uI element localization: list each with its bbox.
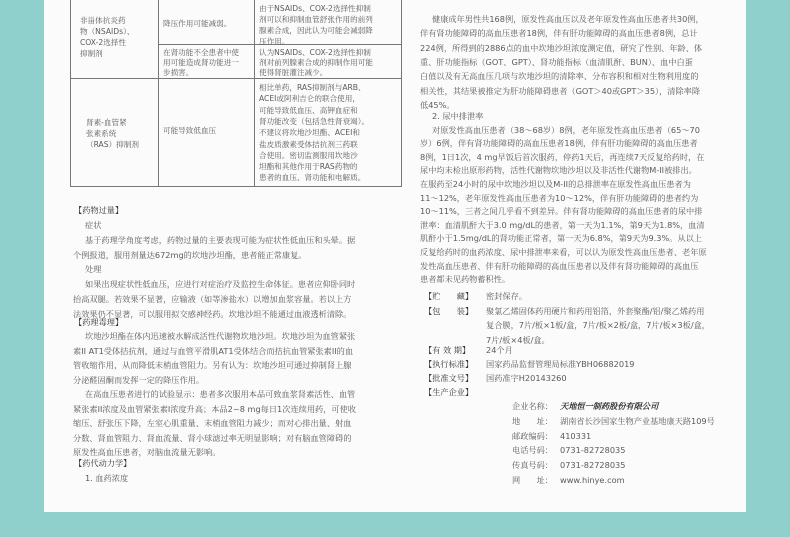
overdose-line: 处理: [85, 264, 102, 275]
pharmacology-line: 坎地沙坦酯在体内迅速被水解成活性代谢物坎地沙坦。坎地沙坦为血管紧张: [85, 331, 356, 341]
label-expiry: 【有 效 期】: [424, 345, 471, 355]
section-heading-pharmacology: 【药理毒理】: [74, 317, 124, 327]
body-line: 8例，1日1次，4 mg早饭后首次服药，停药1天后，再连续7天反复给药时，在: [420, 151, 705, 162]
body-line: 相关性，其结果被推定为肝功能障碍患者（GOT＞40或GPT＞35），清除率降: [420, 85, 701, 96]
label-approval: 【批准文号】: [424, 373, 474, 383]
table-cell-mechanism: 肾功能改变（包括急性肾衰竭）。: [259, 116, 370, 126]
overdose-line: 如果出现症状性低血压，应进行对症治疗及监控生命体征。患者应仰卧同时: [85, 279, 356, 290]
pharmacology-line: 管收缩作用，从而降低末梢血管阻力。另有认为：坎地沙坦可通过抑制肾上腺: [73, 360, 352, 370]
table-cell-mechanism: 坦酯和其他作用于RAS药物的: [259, 162, 358, 172]
table-cell-mechanism: ACEI或阿利吉仑的联合使用，: [259, 94, 360, 104]
value-web: www.hinye.com: [560, 475, 625, 485]
value-expiry: 24个月: [486, 345, 513, 355]
table-cell-mechanism: 剂对前列腺素合成的抑制作用可能: [259, 58, 373, 67]
body-line: 伴有肾功能障碍的高血压患者18例，伴有肝功能障碍的高血压患者8例，总计: [420, 28, 698, 39]
table-cell-mechanism: 压作用。: [259, 37, 290, 46]
value-packaging: 7片/板×4板/盒。: [486, 334, 550, 345]
table-cell-drug: COX-2选择性: [80, 38, 126, 47]
table-cell-mechanism: 剂可以和抑制血管舒张作用的前列: [259, 15, 373, 24]
table-cell-drug: 张素系统: [86, 129, 117, 138]
table-cell-drug: 非甾体抗炎药: [80, 16, 126, 25]
body-line: 尿中均未检出原形药物，活性代谢物坎地沙坦以及非活性代谢物M-II被排出。: [420, 165, 697, 176]
table-cell-mechanism: 相比单药，RAS抑制剂与ARB、: [259, 83, 366, 92]
table-cell-mechanism: 腺素合成，因此认为可能会减弱降: [259, 26, 373, 35]
value-addr: 湖南省长沙国家生物产业基地康天路109号: [560, 415, 715, 426]
body-line: 白值以及有无高血压几项与坎地沙坦的清除率、分布容积和相对生物利用度的: [420, 71, 699, 82]
table-cell-effect: 用可能造成肾功能进一: [163, 58, 239, 67]
pharmacology-line: 紧张素II浓度及血管紧张素I浓度升高；本品2~8 mg每日1次连续用药，可使收: [73, 403, 356, 414]
table-cell-mechanism: 合使用。密切监测服用坎地沙: [259, 150, 358, 160]
value-approval: 国药准字H20143260: [486, 373, 567, 383]
overdose-line: 基于药理学角度考虑，药物过量的主要表现可能为症状性低血压和头晕。据: [85, 234, 356, 245]
table-cell-mechanism: 可能导致低血压、高钾血症和: [259, 105, 358, 115]
body-line: 11～12%，老年原发性高血压患者为10～12%，伴有肝功能障碍的患者约为: [420, 192, 699, 203]
table-cell-mechanism: 患者的血压、肾功能和电解质。: [259, 173, 366, 183]
label-tel: 电话号码：: [512, 445, 553, 456]
value-zip: 410331: [560, 430, 592, 441]
body-line: 健康成年男性共168例，原发性高血压以及老年原发性高血压患者共30例，: [432, 14, 704, 24]
label-fax: 传真号码：: [512, 460, 553, 471]
table-cell-effect: 在肾功能不全患者中使: [163, 48, 239, 57]
body-line: 在服药至24小时的尿中坎地沙坦以及M-II的总排泄率在原发性高血压患者为: [420, 179, 691, 189]
page-background-bottom: [0, 512, 790, 537]
body-line: 发性高血压患者、伴有肝功能障碍的高血压患者以及伴有肾功能障碍的高血压: [420, 260, 699, 271]
label-zip: 邮政编码：: [512, 430, 553, 441]
table-cell-mechanism: 不建议将坎地沙坦酯、ACEI和: [259, 128, 360, 138]
pharmacology-line: 分数、肾血管阻力、肾血流量、肾小球滤过率无明显影响；对有脑血管障碍的: [73, 432, 352, 443]
body-line: 重、肝功能指标（GOT、GPT）、肾功能指标（血清肌酐、BUN）、血中白蛋: [420, 56, 693, 67]
pharmacology-line: 素II AT1受体拮抗剂，通过与血管平滑肌AT1受体结合而拮抗血管紧张素II的血: [73, 345, 354, 356]
section-heading-pharmacokinetics: 【药代动力学】: [74, 458, 132, 468]
table-cell-effect: 步损害。: [163, 68, 194, 77]
overdose-line: 抬高双腿。若效果不显著，应输液（如等渗盐水）以增加血浆容量。若以上方: [73, 294, 352, 304]
table-cell-mechanism: 认为NSAIDs、COX-2选择性抑制: [259, 48, 371, 57]
table-cell-mechanism: 由于NSAIDs、COX-2选择性抑制: [259, 4, 371, 13]
label-packaging: 【包 装】: [424, 306, 474, 316]
label-manufacturer: 【生产企业】: [424, 387, 474, 397]
pharmacology-line: 分泌醛固酮而发挥一定的降压作用。: [73, 374, 205, 385]
table-cell-mechanism: 盐皮质激素受体拮抗剂三药联: [259, 139, 358, 149]
overdose-line: 症状: [85, 220, 102, 230]
value-tel: 0731-82728035: [560, 445, 626, 456]
pharmacology-line: 在高血压患者进行的试验显示：患者多次服用本品可致血浆肾素活性、血管: [85, 389, 356, 399]
body-line: 泄率：血清肌酐大于3.0 mg/dL的患者，第一天为1.1%，第9天为1.8%，血清: [420, 219, 705, 230]
body-line: 224例，所得到的2886点的血中坎地沙坦浓度测定值，研究了性别、年龄、体: [420, 42, 703, 53]
table-cell-effect: 可能导致低血压: [163, 126, 217, 135]
body-line: 患者都未见药物蓄积性。: [420, 274, 511, 285]
label-addr: 地 址：: [512, 415, 553, 426]
value-packaging: 复合膜，7片/板×1板/盒，7片/板×2板/盒，7片/板×3板/盒，: [486, 320, 710, 331]
value-packaging: 聚氯乙烯固体药用硬片和药用铝箔，外套聚酯/铝/聚乙烯药用: [486, 306, 705, 316]
label-standard: 【执行标准】: [424, 359, 474, 369]
overdose-line: 个例报道，服用剂量达672mg的坎地沙坦酯，患者能正常康复。: [73, 249, 307, 260]
body-line: 肌酐小于1.5mg/dL的肾功能正常者，第一天为6.8%，第9天为9.3%。从以上: [420, 233, 703, 244]
value-company: 天地恒一制药股份有限公司: [560, 401, 659, 411]
value-storage: 密封保存。: [486, 291, 527, 301]
table-cell-drug: 肾素-血管紧: [86, 118, 127, 127]
body-line: 岁）6例，伴有肾功能障碍的高血压患者18例，伴有肝功能障碍的高血压患者: [420, 138, 698, 149]
section-heading-overdose: 【药物过量】: [74, 205, 124, 215]
pharmacology-line: 原发性高血压患者，对脑血流量无影响。: [73, 447, 221, 457]
body-line: 对原发性高血压患者（38～68岁）8例，老年原发性高血压患者（65～70: [432, 124, 700, 135]
table-cell-effect: 降压作用可能减弱。: [163, 19, 232, 28]
pharmacology-line: 缩压、舒张压下降，左室心肌重量、末梢血管阻力减少；而对心排出量、射血: [73, 418, 352, 428]
table-cell-drug: 物（NSAIDs）、: [80, 27, 135, 36]
label-company: 企业名称：: [512, 401, 553, 411]
table-cell-mechanism: 使得肾脏灌注减少。: [259, 68, 328, 77]
body-line: 10～11%，三者之间几乎看不到差异。伴有肾功能障碍的高血压患者的尿中排: [420, 206, 703, 217]
value-fax: 0731-82728035: [560, 460, 626, 471]
overdose-line: 法效果仍不显著，可以服用拟交感神经药。坎地沙坦不能通过血液透析清除。: [73, 308, 352, 319]
table-cell-drug: （RAS）抑制剂: [86, 140, 139, 149]
label-storage: 【贮 藏】: [424, 291, 474, 301]
table-cell-drug: 抑制剂: [80, 49, 103, 58]
label-web: 网 址：: [512, 475, 553, 485]
value-standard: 国家药品监督管理局标准YBH06882019: [486, 359, 635, 369]
pharmacokinetics-subheading: 1. 血药浓度: [85, 473, 129, 483]
body-line: 2. 尿中排泄率: [432, 111, 484, 121]
body-line: 反复给药时的血药浓度、尿中排泄率来看，可以认为原发性高血压患者、老年原: [420, 247, 707, 257]
body-line: 低45%。: [420, 99, 455, 110]
